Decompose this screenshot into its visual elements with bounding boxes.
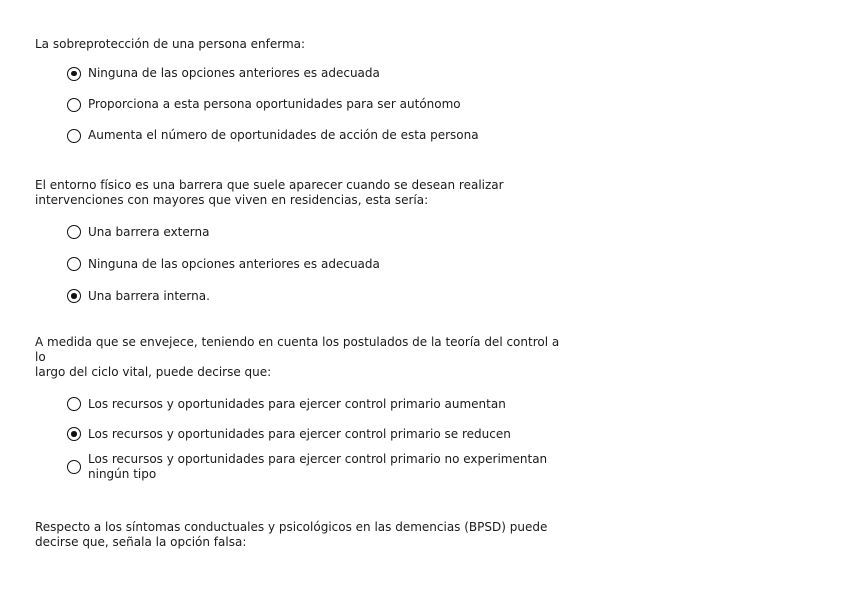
radio-unselected-icon[interactable] (67, 397, 81, 411)
question-1-option-3[interactable] (67, 120, 479, 151)
option-label: Los recursos y oportunidades para ejercer control primario no experimentan ningún tipo (88, 452, 548, 481)
question-1-option-1[interactable] (67, 58, 479, 89)
question-3-text: A medida que se envejece, teniendo en cuenta los postulados de la teoría del control a lo largo del ciclo vital, puede decirse que: (35, 335, 560, 379)
question-2-option-3[interactable] (67, 280, 504, 312)
radio-selected-icon[interactable] (67, 67, 81, 81)
option-label: Los recursos y oportunidades para ejercer control primario se reducen (88, 426, 511, 441)
option-label: Proporciona a esta persona oportunidades para ser autónomo (88, 97, 461, 111)
question-2-option-2[interactable] (67, 248, 504, 280)
question-3 (35, 335, 559, 485)
radio-selected-icon[interactable] (67, 427, 81, 441)
question-4-text: Respecto a los síntomas conductuales y psicológicos en las demencias (BPSD) puede decirse que, señala la opción falsa: (35, 520, 548, 549)
radio-unselected-icon[interactable] (67, 98, 81, 112)
option-label: Aumenta el número de oportunidades de acción de esta persona (88, 128, 479, 142)
question-1-text: La sobreprotección de una persona enferma: (35, 37, 306, 51)
option-label: Ninguna de las opciones anteriores es adecuada (88, 66, 380, 80)
question-2-text: El entorno físico es una barrera que suele aparecer cuando se desean realizar intervenciones con mayores que viven en residencias, esta sería: (35, 178, 504, 207)
radio-unselected-icon[interactable] (67, 129, 81, 143)
option-label: Ninguna de las opciones anteriores es adecuada (88, 256, 380, 271)
question-2-option-1[interactable] (67, 216, 504, 248)
option-label: Una barrera externa (88, 224, 210, 239)
question-1 (35, 37, 479, 151)
question-4 (35, 520, 547, 550)
question-1-option-2[interactable] (67, 89, 479, 120)
radio-unselected-icon[interactable] (67, 257, 81, 271)
question-3-option-3[interactable] (67, 449, 559, 485)
radio-unselected-icon[interactable] (67, 225, 81, 239)
question-2 (35, 178, 504, 312)
option-label: Una barrera interna. (88, 288, 210, 303)
option-label: Los recursos y oportunidades para ejercer control primario aumentan (88, 396, 506, 411)
question-3-option-1[interactable] (67, 389, 559, 419)
radio-unselected-icon[interactable] (67, 460, 81, 474)
question-3-option-2[interactable] (67, 419, 559, 449)
radio-selected-icon[interactable] (67, 289, 81, 303)
